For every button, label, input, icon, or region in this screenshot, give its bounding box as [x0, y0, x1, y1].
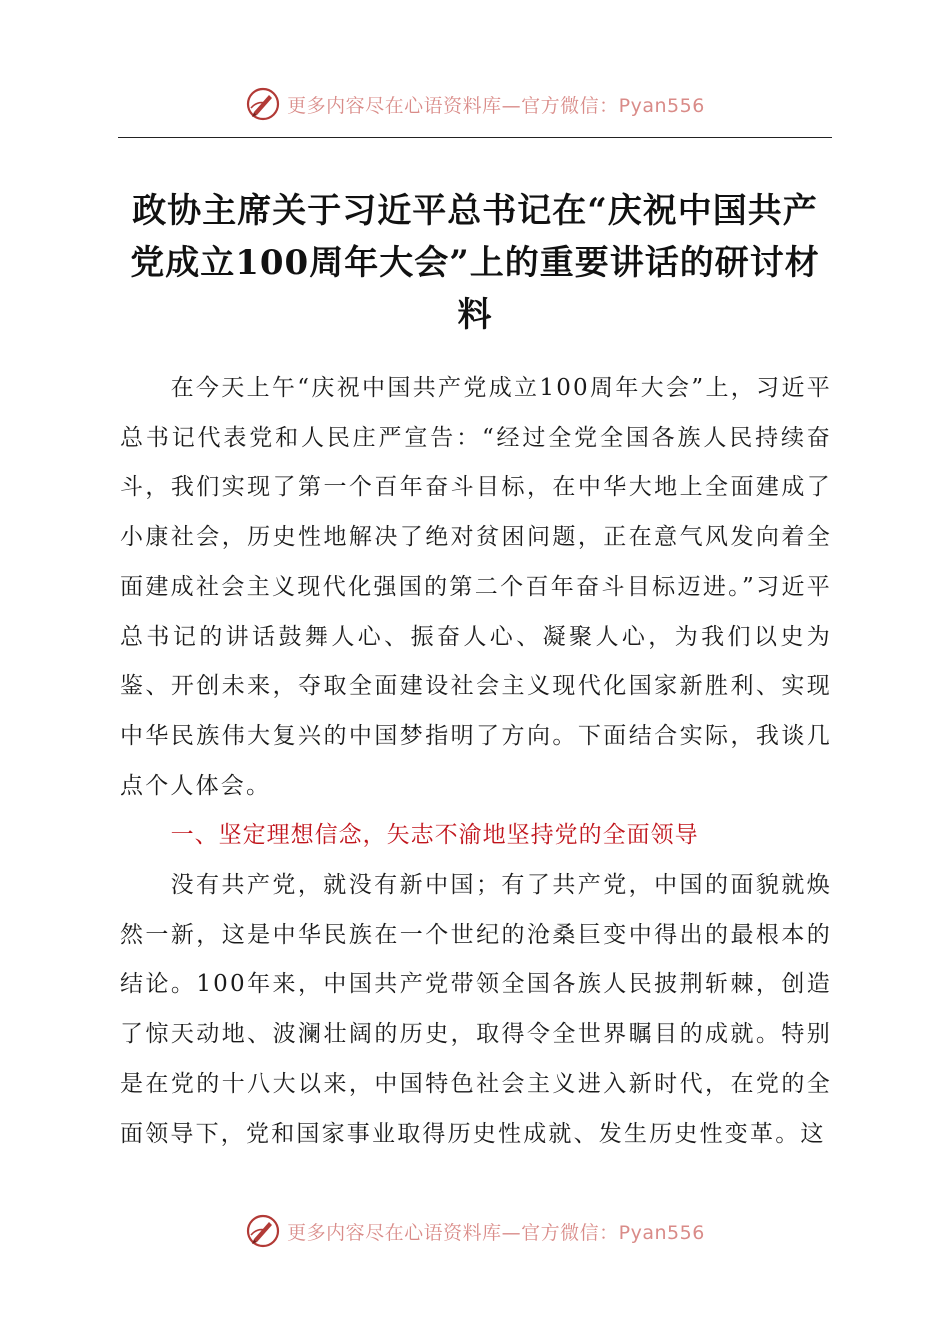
paragraph-section-1: 没有共产党，就没有新中国；有了共产党，中国的面貌就焕然一新，这是中华民族在一个世纪的沧桑巨变中得出的最根本的结论。100年来，中国共产党带领全国各族人民披荆斩棘，创造了惊天动地、波澜壮阔的历史，取得令全世界瞩目的成就。特别是在党的十八大以来，中国特色社会主义进入新时代，在党的全面领导下，党和国家事业取得历史性成就、发生历史性变革。这 [120, 872, 832, 1147]
document-body [120, 364, 832, 1159]
pen-logo-icon [245, 86, 281, 122]
footer-watermark [0, 1209, 950, 1253]
footer-watermark-text: 更多内容尽在心语资料库—官方微信：Pyan556 [287, 1221, 705, 1244]
section-heading-1: 一、坚定理想信念，矢志不渝地坚持党的全面领导 [170, 822, 699, 849]
pen-logo-icon [245, 1213, 281, 1249]
paragraph-intro: 在今天上午“庆祝中国共产党成立100周年大会”上，习近平总书记代表党和人民庄严宣告：“经过全党全国各族人民持续奋斗，我们实现了第一个百年奋斗目标，在中华大地上全面建成了小康社会，历史性地解决了绝对贫困问题，正在意气风发向着全面建成社会主义现代化强国的第二个百年奋斗目标迈进。”习近平总书记的讲话鼓舞人心、振奋人心、凝聚人心，为我们以史为鉴、开创未来，夺取全面建设社会主义现代化国家新胜利、实现中华民族伟大复兴的中国梦指明了方向。下面结合实际，我谈几点个人体会。 [120, 375, 832, 799]
header-divider [118, 137, 832, 138]
document-title: 政协主席关于习近平总书记在“庆祝中国共产党成立100周年大会”上的重要讲话的研讨材料 [130, 191, 820, 335]
header-watermark [0, 82, 950, 126]
header-watermark-text: 更多内容尽在心语资料库—官方微信：Pyan556 [287, 94, 705, 117]
